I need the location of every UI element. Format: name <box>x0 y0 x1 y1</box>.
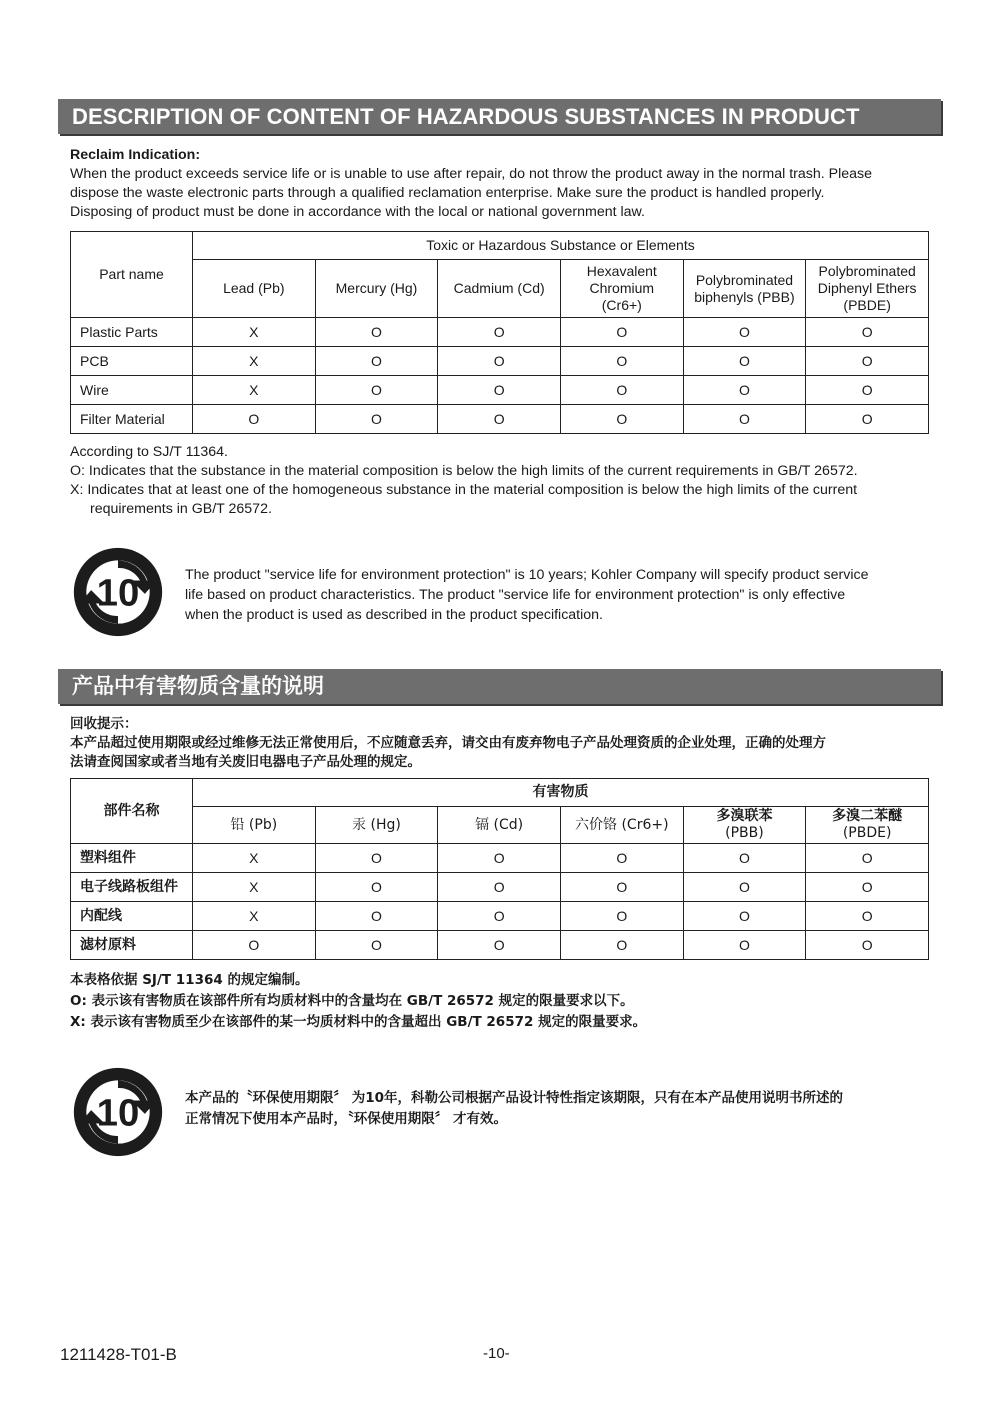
cell: O <box>438 347 561 376</box>
cell: O <box>806 844 929 873</box>
cell: O <box>560 376 683 405</box>
col-header-lead: Lead (Pb) <box>193 260 316 318</box>
service-life-line: The product "service life for environment protection" is 10 years; Kohler Company will specify product service <box>185 567 869 583</box>
cell: O <box>438 405 561 434</box>
x-note: X: Indicates that at least one of the homogeneous substance in the material composition is below the high limits of the current <box>70 482 858 498</box>
cell: O <box>560 902 683 931</box>
cell: O <box>315 931 438 960</box>
substance-group-header: Toxic or Hazardous Substance or Elements <box>193 232 929 260</box>
table-row <box>71 376 929 405</box>
table-row <box>71 931 929 960</box>
col-header-mercury: 汞 (Hg) <box>315 807 438 844</box>
notes-block-en <box>70 443 940 519</box>
cell: O <box>806 873 929 902</box>
cell: X <box>193 318 316 347</box>
cell: X <box>193 376 316 405</box>
cell: O <box>560 873 683 902</box>
table-row <box>71 902 929 931</box>
cell: O <box>315 844 438 873</box>
cell: O <box>683 405 806 434</box>
table-row <box>71 873 929 902</box>
cell: O <box>806 318 929 347</box>
col-header-pbde: 多溴二苯醚 (PBDE) <box>806 807 929 844</box>
row-name: 内配线 <box>71 902 193 931</box>
reclaim-block-en <box>70 146 940 222</box>
service-life-en <box>185 565 935 625</box>
environment-protection-10-icon <box>70 1064 166 1160</box>
notes-block-zh <box>70 970 940 1033</box>
part-name-header: 部件名称 <box>71 779 193 844</box>
reclaim-block-zh <box>70 715 940 772</box>
logo-number: 10 <box>96 1091 140 1135</box>
table-row <box>71 844 929 873</box>
col-header-pbde: Polybrominated Diphenyl Ethers (PBDE) <box>806 260 929 318</box>
row-name: Plastic Parts <box>71 318 193 347</box>
cell: O <box>683 347 806 376</box>
cell: O <box>560 347 683 376</box>
cell: O <box>560 318 683 347</box>
service-life-line: life based on product characteristics. The product "service life for environment protection" is only effective <box>185 587 846 603</box>
service-life-line: 正常情况下使用本产品时，〝环保使用期限〞 才有效。 <box>185 1111 507 1127</box>
document-number: 1211428-T01-B <box>60 1345 177 1364</box>
cell: O <box>315 902 438 931</box>
cell: O <box>683 376 806 405</box>
service-life-line: 本产品的〝环保使用期限〞 为10年，科勒公司根据产品设计特性指定该期限，只有在本产品使用说明书所述的 <box>185 1090 843 1106</box>
section-title-zh: 产品中有害物质含量的说明 <box>58 669 941 704</box>
cell: O <box>438 376 561 405</box>
col-header-chromium: 六价铬 (Cr6+) <box>560 807 683 844</box>
cell: O <box>438 844 561 873</box>
col-header-pbb: 多溴联苯 (PBB) <box>683 807 806 844</box>
page-number: -10- <box>483 1345 510 1362</box>
reclaim-line: 法请查阅国家或者当地有关废旧电器电子产品处理的规定。 <box>70 754 421 770</box>
o-note: O: Indicates that the substance in the material composition is below the high limits of the current requirements in GB/T 26572. <box>70 463 858 479</box>
cell: X <box>193 902 316 931</box>
part-name-header: Part name <box>71 232 193 318</box>
cell: O <box>315 405 438 434</box>
col-header-pbb: Polybrominated biphenyls (PBB) <box>683 260 806 318</box>
cell: O <box>438 931 561 960</box>
cell: O <box>193 931 316 960</box>
col-header-cadmium: 镉 (Cd) <box>438 807 561 844</box>
logo-number: 10 <box>96 571 140 615</box>
col-header-mercury: Mercury (Hg) <box>315 260 438 318</box>
col-header-lead: 铅 (Pb) <box>193 807 316 844</box>
x-note-continued: requirements in GB/T 26572. <box>90 501 272 517</box>
o-note: O: 表示该有害物质在该部件所有均质材料中的含量均在 GB/T 26572 规定的限量要求以下。 <box>70 993 634 1009</box>
cell: O <box>683 318 806 347</box>
cell: O <box>193 405 316 434</box>
section-title-en: DESCRIPTION OF CONTENT OF HAZARDOUS SUBSTANCES IN PRODUCT <box>58 99 941 134</box>
row-name: 塑料组件 <box>71 844 193 873</box>
row-name: Wire <box>71 376 193 405</box>
cell: O <box>806 902 929 931</box>
reclaim-heading-zh: 回收提示： <box>70 716 138 732</box>
table-row <box>71 318 929 347</box>
row-name: 滤材原料 <box>71 931 193 960</box>
cell: X <box>193 844 316 873</box>
x-note: X: 表示该有害物质至少在该部件的某一均质材料中的含量超出 GB/T 26572 规定的限量要求。 <box>70 1014 647 1030</box>
col-header-cadmium: Cadmium (Cd) <box>438 260 561 318</box>
reclaim-line: When the product exceeds service life or is unable to use after repair, do not throw the product away in the normal trash. Please <box>70 166 873 182</box>
cell: O <box>315 376 438 405</box>
cell: O <box>683 931 806 960</box>
according-note: 本表格依据 SJ/T 11364 的规定编制。 <box>70 972 309 988</box>
hazard-table-en <box>70 231 929 434</box>
cell: O <box>806 347 929 376</box>
table-row <box>71 405 929 434</box>
cell: O <box>560 844 683 873</box>
row-name: 电子线路板组件 <box>71 873 193 902</box>
cell: O <box>560 931 683 960</box>
cell: O <box>560 405 683 434</box>
cell: O <box>683 873 806 902</box>
cell: X <box>193 347 316 376</box>
environment-protection-10-icon <box>70 544 166 640</box>
substance-group-header: 有害物质 <box>193 779 929 807</box>
according-note: According to SJ/T 11364. <box>70 444 228 460</box>
cell: O <box>438 318 561 347</box>
cell: O <box>806 376 929 405</box>
reclaim-line: 本产品超过使用期限或经过维修无法正常使用后，不应随意丢弃，请交由有废弃物电子产品处理资质的企业处理，正确的处理方 <box>70 735 826 751</box>
cell: O <box>438 873 561 902</box>
row-name: Filter Material <box>71 405 193 434</box>
reclaim-line: Disposing of product must be done in accordance with the local or national government law. <box>70 204 645 220</box>
table-row <box>71 347 929 376</box>
cell: O <box>315 347 438 376</box>
cell: O <box>683 844 806 873</box>
reclaim-heading-en: Reclaim Indication: <box>70 147 201 163</box>
cell: O <box>315 318 438 347</box>
cell: O <box>806 931 929 960</box>
service-life-line: when the product is used as described in the product specification. <box>185 607 603 623</box>
cell: X <box>193 873 316 902</box>
cell: O <box>315 873 438 902</box>
cell: O <box>683 902 806 931</box>
cell: O <box>438 902 561 931</box>
service-life-zh <box>185 1088 935 1130</box>
hazard-table-zh <box>70 778 929 960</box>
row-name: PCB <box>71 347 193 376</box>
reclaim-line: dispose the waste electronic parts through a qualified reclamation enterprise. Make sure the product is handled properly. <box>70 185 825 201</box>
col-header-chromium: Hexavalent Chromium (Cr6+) <box>560 260 683 318</box>
cell: O <box>806 405 929 434</box>
